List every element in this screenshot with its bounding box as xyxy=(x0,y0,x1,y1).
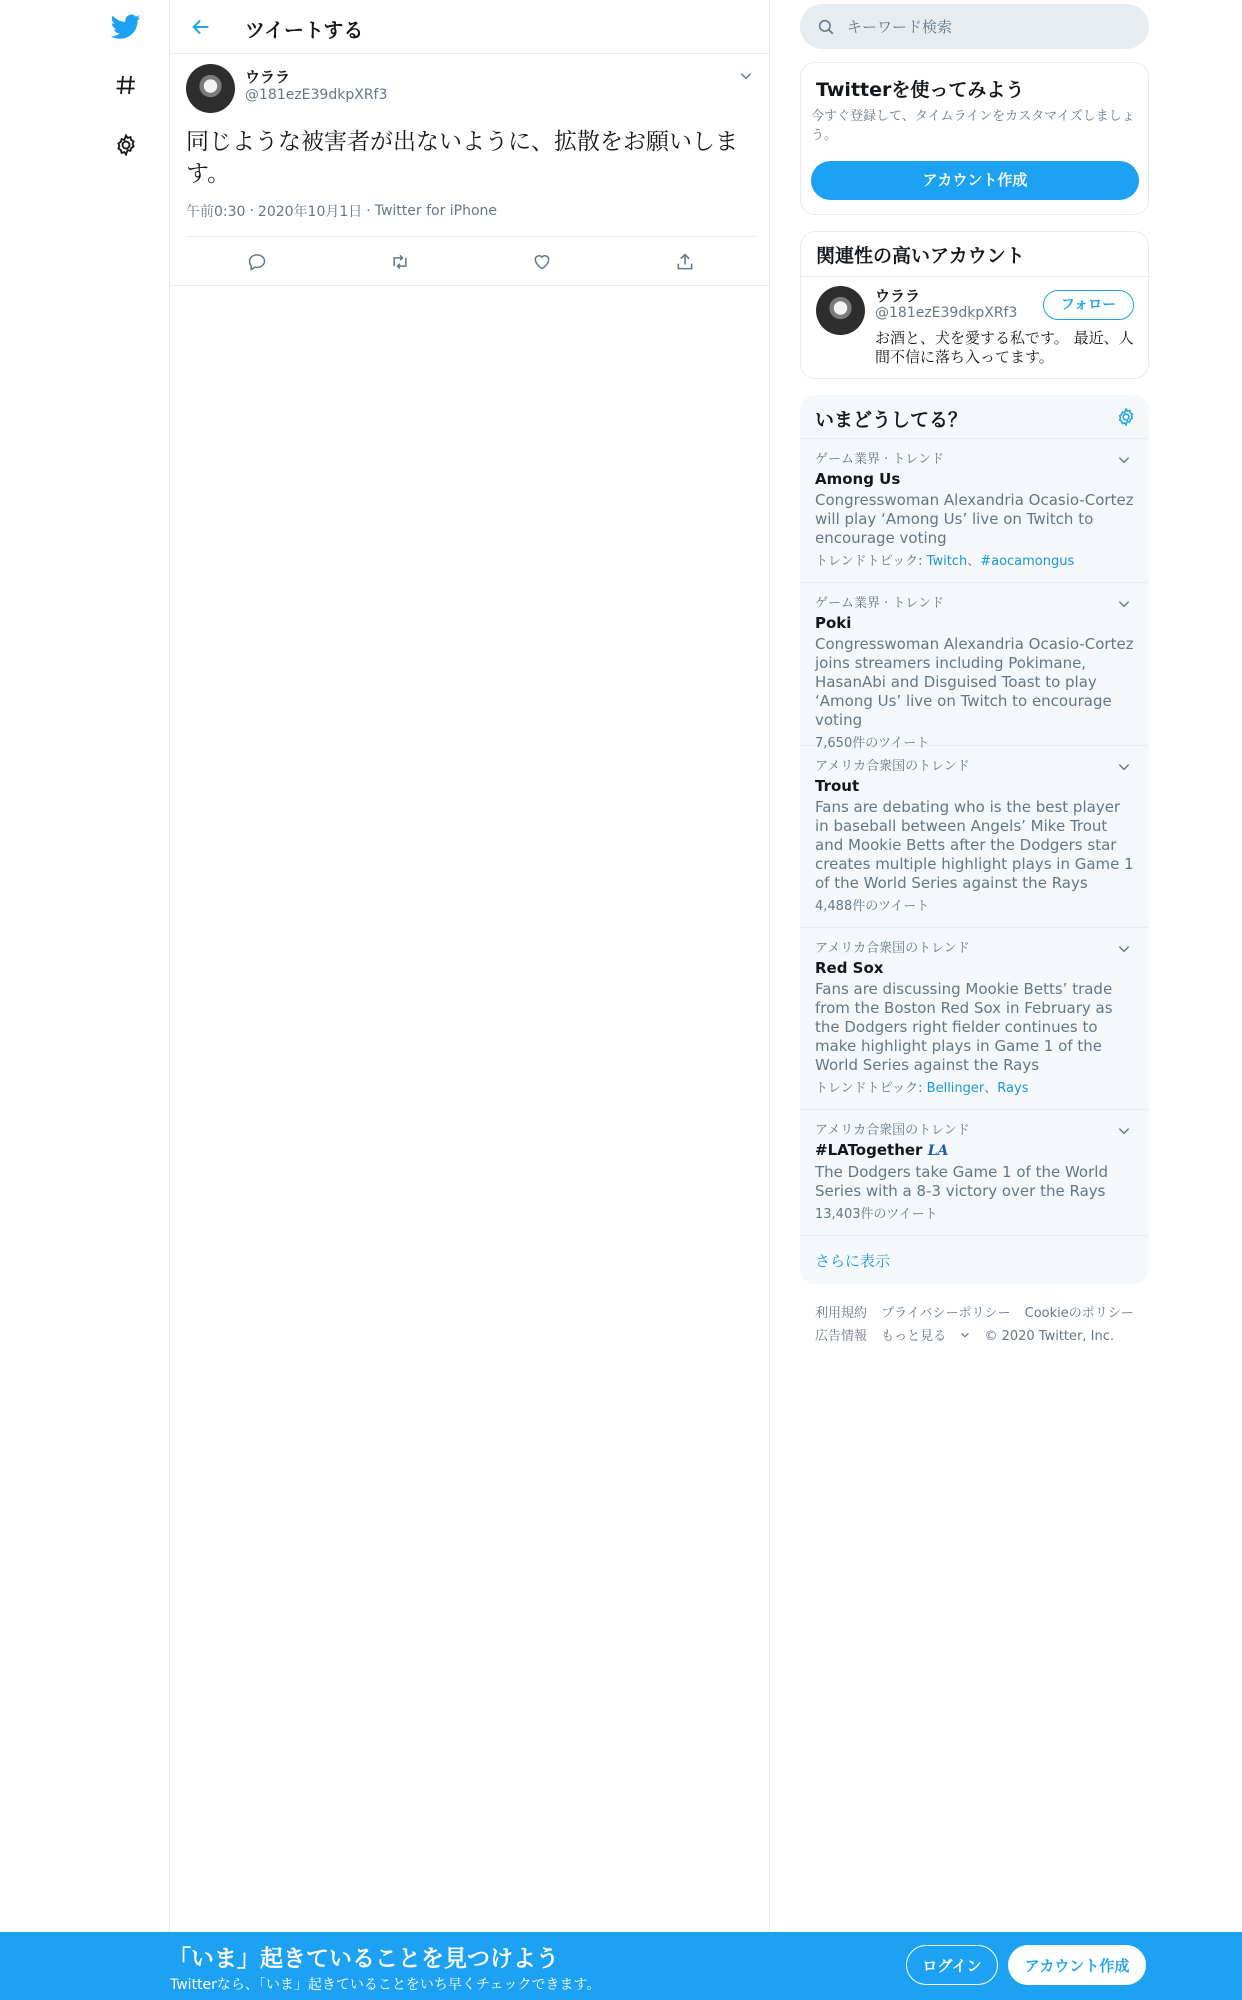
like-button[interactable] xyxy=(524,244,560,280)
search-input[interactable] xyxy=(847,18,1117,36)
trend-name-text: #LATogether xyxy=(815,1141,923,1159)
back-button[interactable] xyxy=(184,10,218,44)
related-handle[interactable]: @181ezE39dkpXRf3 xyxy=(875,305,1018,321)
related-accounts-card xyxy=(800,231,1149,379)
trend-description: Fans are debating who is the best player in baseball between Angels’ Mike Trout and Mookie Betts after the Dodgers star creates multiple highlight plays in Game 1 of the World Series against the Rays xyxy=(815,798,1134,892)
show-more-link[interactable]: さらに表示 xyxy=(815,1252,891,1270)
trend-context: アメリカ合衆国のトレンド xyxy=(815,759,970,774)
trend-count: 4,488件のツイート xyxy=(815,899,930,914)
divider xyxy=(170,285,769,286)
trend-description: The Dodgers take Game 1 of the World Series with a 8-3 victory over the Rays xyxy=(815,1163,1108,1200)
search-box[interactable] xyxy=(800,4,1149,49)
banner-title: 「いま」起きていることを見つけよう xyxy=(168,1946,559,1972)
footer-link-ads[interactable]: 広告情報 xyxy=(815,1329,868,1344)
chevron-down-icon xyxy=(1117,453,1131,467)
trend-item[interactable] xyxy=(800,439,1149,583)
chevron-down-icon xyxy=(1117,597,1131,611)
tweet-meta xyxy=(186,201,497,221)
copyright: © 2020 Twitter, Inc. xyxy=(984,1329,1114,1344)
trend-context: ゲーム業界 · トレンド xyxy=(815,596,945,611)
trend-item[interactable] xyxy=(800,928,1149,1110)
share-button[interactable] xyxy=(667,244,703,280)
gear-icon[interactable] xyxy=(106,125,146,165)
trend-description: Fans are discussing Mookie Betts’ trade from the Boston Red Sox in February as the Dodgers right fielder continues to make highlight plays in Game 1 of the World Series against the Rays xyxy=(815,980,1113,1074)
trend-context: アメリカ合衆国のトレンド xyxy=(815,1123,970,1138)
chevron-down-icon xyxy=(960,1330,970,1340)
trend-name: Poki xyxy=(815,614,852,632)
signup-card-description: 今すぐ登録して、タイムラインをカスタマイズしましょう。 xyxy=(811,109,1135,143)
divider xyxy=(801,276,1149,277)
signup-card xyxy=(800,62,1149,215)
trends-card xyxy=(800,395,1149,1284)
hashtag-icon[interactable] xyxy=(106,65,146,105)
trend-item[interactable] xyxy=(800,1110,1149,1236)
trend-description: Congresswoman Alexandria Ocasio-Cortez will play ‘Among Us’ live on Twitch to encourage voting xyxy=(815,491,1134,547)
page-title: ツイートする xyxy=(245,18,364,42)
top-bar xyxy=(170,0,769,54)
footer-link-more[interactable] xyxy=(881,1329,970,1344)
trend-item[interactable] xyxy=(800,583,1149,751)
banner-subtitle: Twitterなら、「いま」起きていることをいち早くチェックできます。 xyxy=(170,1977,601,1993)
author-handle[interactable]: @181ezE39dkpXRf3 xyxy=(245,87,388,103)
footer xyxy=(815,1302,1145,1348)
arrow-left-icon xyxy=(190,16,212,38)
footer-link-privacy[interactable]: プライバシーポリシー xyxy=(881,1306,1011,1321)
trend-menu-button[interactable] xyxy=(1111,447,1137,473)
meta-separator: · xyxy=(249,203,254,219)
trend-context: アメリカ合衆国のトレンド xyxy=(815,941,970,956)
trend-name: Among Us xyxy=(815,470,901,488)
trend-item[interactable] xyxy=(800,746,1149,928)
chevron-down-icon xyxy=(739,69,753,83)
chevron-down-icon xyxy=(1117,942,1131,956)
author-name[interactable]: ウララ xyxy=(245,68,291,86)
meta-separator: · xyxy=(366,203,371,219)
tweet-source: Twitter for iPhone xyxy=(374,203,498,219)
trend-name: Red Sox xyxy=(815,959,884,977)
more-label: もっと見る xyxy=(881,1329,947,1344)
topic-link[interactable]: Bellinger xyxy=(926,1081,985,1096)
heart-icon xyxy=(532,252,552,272)
tweet-time[interactable]: 午前0:30 xyxy=(186,204,246,220)
trends-title: いまどうしてる？ xyxy=(815,409,968,431)
chevron-down-icon xyxy=(1117,760,1131,774)
trend-topics: トレンドトピック: Twitch、#aocamongus xyxy=(815,554,1075,569)
topics-label: トレンドトピック: xyxy=(815,554,927,569)
related-accounts-title: 関連性の高いアカウント xyxy=(816,245,1025,267)
trends-settings-button[interactable] xyxy=(1113,404,1139,430)
footer-link-terms[interactable]: 利用規約 xyxy=(815,1306,868,1321)
twitter-bird-icon[interactable] xyxy=(106,7,146,47)
tweet-actions xyxy=(186,240,756,284)
related-name[interactable]: ウララ xyxy=(875,287,921,305)
trend-menu-button[interactable] xyxy=(1111,754,1137,780)
related-bio: お酒と、犬を愛する私です。 最近、人間不信に落ち入ってます。 xyxy=(875,329,1134,366)
topic-link[interactable]: Twitch xyxy=(926,554,968,569)
follow-button[interactable]: フォロー xyxy=(1043,290,1134,320)
footer-link-cookies[interactable]: Cookieのポリシー xyxy=(1024,1306,1134,1321)
retweet-icon xyxy=(389,252,411,272)
chevron-down-icon xyxy=(1117,1124,1131,1138)
tweet-text: 同じような被害者が出ないように、拡散をお願いします。 xyxy=(186,129,738,187)
trend-topics: トレンドトピック: Bellinger、Rays xyxy=(815,1081,1029,1096)
retweet-button[interactable] xyxy=(382,244,418,280)
search-icon xyxy=(817,18,835,36)
trend-menu-button[interactable] xyxy=(1111,1118,1137,1144)
avatar[interactable] xyxy=(186,64,235,113)
trend-name xyxy=(815,1140,1134,1161)
tweet-menu-button[interactable] xyxy=(733,63,759,89)
gear-icon xyxy=(1116,407,1136,427)
related-avatar[interactable] xyxy=(816,286,865,335)
reply-icon xyxy=(247,252,267,272)
trend-menu-button[interactable] xyxy=(1111,936,1137,962)
topic-link[interactable]: #aocamongus xyxy=(980,554,1075,569)
tweet-column xyxy=(169,0,770,1932)
tweet-date[interactable]: 2020年10月1日 xyxy=(257,204,363,220)
login-button[interactable]: ログイン xyxy=(906,1945,998,1985)
create-account-button[interactable]: アカウント作成 xyxy=(811,161,1139,200)
banner-signup-button[interactable]: アカウント作成 xyxy=(1008,1945,1146,1985)
divider xyxy=(186,236,756,237)
trend-count: 13,403件のツイート xyxy=(815,1207,938,1222)
trend-context: ゲーム業界 · トレンド xyxy=(815,452,945,467)
topics-label: トレンドトピック: xyxy=(815,1081,927,1096)
trend-description: Congresswoman Alexandria Ocasio-Cortez joins streamers including Pokimane, HasanAbi and Disguised Toast to play ‘Among Us’ live on Twitch to encourage voting xyxy=(815,635,1134,729)
signup-banner xyxy=(0,1932,1242,2000)
reply-button[interactable] xyxy=(239,244,275,280)
share-icon xyxy=(675,252,695,272)
topic-link[interactable]: Rays xyxy=(997,1081,1029,1096)
trends-header xyxy=(800,395,1149,439)
trend-menu-button[interactable] xyxy=(1111,591,1137,617)
trend-name: Trout xyxy=(815,777,860,795)
signup-card-title: Twitterを使ってみよう xyxy=(816,79,1025,101)
dodgers-emoji-icon: LA xyxy=(927,1143,949,1159)
trend-count: 7,650件のツイート xyxy=(815,736,930,751)
